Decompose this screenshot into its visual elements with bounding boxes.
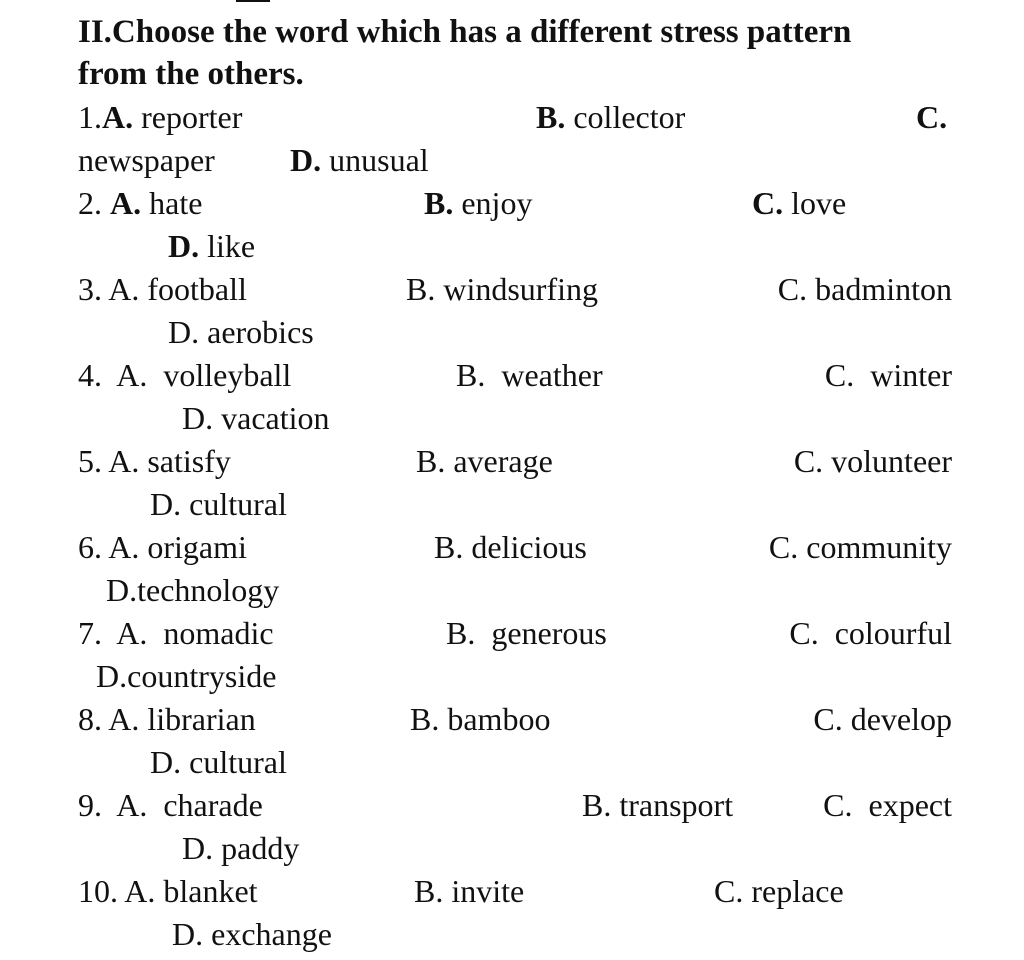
q7-option-d: D.countryside [96, 658, 277, 694]
q2-b-text: enjoy [453, 185, 533, 221]
q2-d-text: like [199, 228, 256, 264]
q6-option-c: C. community [768, 529, 952, 565]
q2-option-a [78, 183, 202, 223]
q1-a-label: A. [102, 99, 134, 135]
q3-option-c: C. badminton [777, 271, 952, 307]
q4-a-text: A. volleyball [110, 357, 292, 393]
q7-number: 7. [78, 615, 110, 651]
q5-option-a [78, 441, 231, 481]
q10-option-a [78, 871, 258, 911]
q2-option-c [752, 183, 846, 223]
q10-a-text: A. blanket [124, 873, 258, 909]
q1-c-label: C. [916, 99, 948, 135]
q1-option-b [536, 97, 685, 137]
q1-option-d [290, 140, 429, 180]
q10-option-d: D. exchange [172, 916, 332, 952]
q1-option-a [78, 97, 242, 137]
heading-line-2: from the others. [78, 56, 304, 92]
q1-a-text: reporter [133, 99, 243, 135]
q4-option-b: B. weather [456, 357, 603, 393]
q5-option-b: B. average [416, 443, 553, 479]
q2-a-label: A. [110, 185, 142, 221]
q4-number: 4. [78, 357, 110, 393]
q5-option-d: D. cultural [150, 486, 287, 522]
q8-option-c: C. develop [813, 701, 952, 737]
q1-number: 1. [78, 99, 102, 135]
q10-option-b: B. invite [414, 873, 525, 909]
q2-number: 2. [78, 185, 110, 221]
q9-number: 9. [78, 787, 110, 823]
q7-option-c: C. colourful [789, 615, 952, 651]
q7-option-a [78, 613, 274, 653]
q3-option-b: B. windsurfing [406, 271, 598, 307]
q2-d-label: D. [168, 228, 200, 264]
q8-option-d: D. cultural [150, 744, 287, 780]
q9-option-a [78, 785, 263, 825]
q6-option-a [78, 527, 247, 567]
q3-option-a [78, 269, 247, 309]
q9-option-d: D. paddy [182, 830, 300, 866]
q2-c-label: C. [752, 185, 784, 221]
q5-a-text: A. satisfy [108, 443, 231, 479]
q9-a-text: A. charade [110, 787, 263, 823]
q2-option-d [168, 226, 255, 266]
q1-b-text: collector [565, 99, 686, 135]
heading-line-1: II.Choose the word which has a different stress pattern [78, 14, 852, 50]
q6-option-d: D.technology [106, 572, 280, 608]
q4-option-a [78, 355, 291, 395]
q5-option-c: C. volunteer [793, 443, 952, 479]
q8-number: 8. [78, 701, 109, 737]
q8-a-text: A. librarian [108, 701, 256, 737]
q7-option-b: B. generous [446, 615, 607, 651]
q9-option-c: C. expect [823, 787, 952, 823]
q5-number: 5. [78, 443, 109, 479]
top-rule [236, 0, 270, 2]
q2-option-b [424, 183, 532, 223]
q1-d-text: unusual [321, 142, 429, 178]
q1-c-text: newspaper [78, 142, 215, 178]
q2-c-text: love [783, 185, 847, 221]
q4-option-d: D. vacation [182, 400, 330, 436]
q2-b-label: B. [424, 185, 454, 221]
q1-d-label: D. [290, 142, 322, 178]
q10-option-c: C. replace [714, 873, 844, 909]
q4-option-c: C. winter [824, 357, 952, 393]
q3-a-text: A. football [108, 271, 247, 307]
q6-option-b: B. delicious [434, 529, 587, 565]
q1-b-label: B. [536, 99, 566, 135]
q8-option-a [78, 699, 256, 739]
q6-number: 6. [78, 529, 109, 565]
q6-a-text: A. origami [108, 529, 247, 565]
q3-number: 3. [78, 271, 109, 307]
q2-a-text: hate [141, 185, 203, 221]
q8-option-b: B. bamboo [410, 701, 551, 737]
q7-a-text: A. nomadic [110, 615, 274, 651]
q10-number: 10. [78, 873, 125, 909]
q3-option-d: D. aerobics [168, 314, 314, 350]
q9-option-b: B. transport [582, 787, 734, 823]
